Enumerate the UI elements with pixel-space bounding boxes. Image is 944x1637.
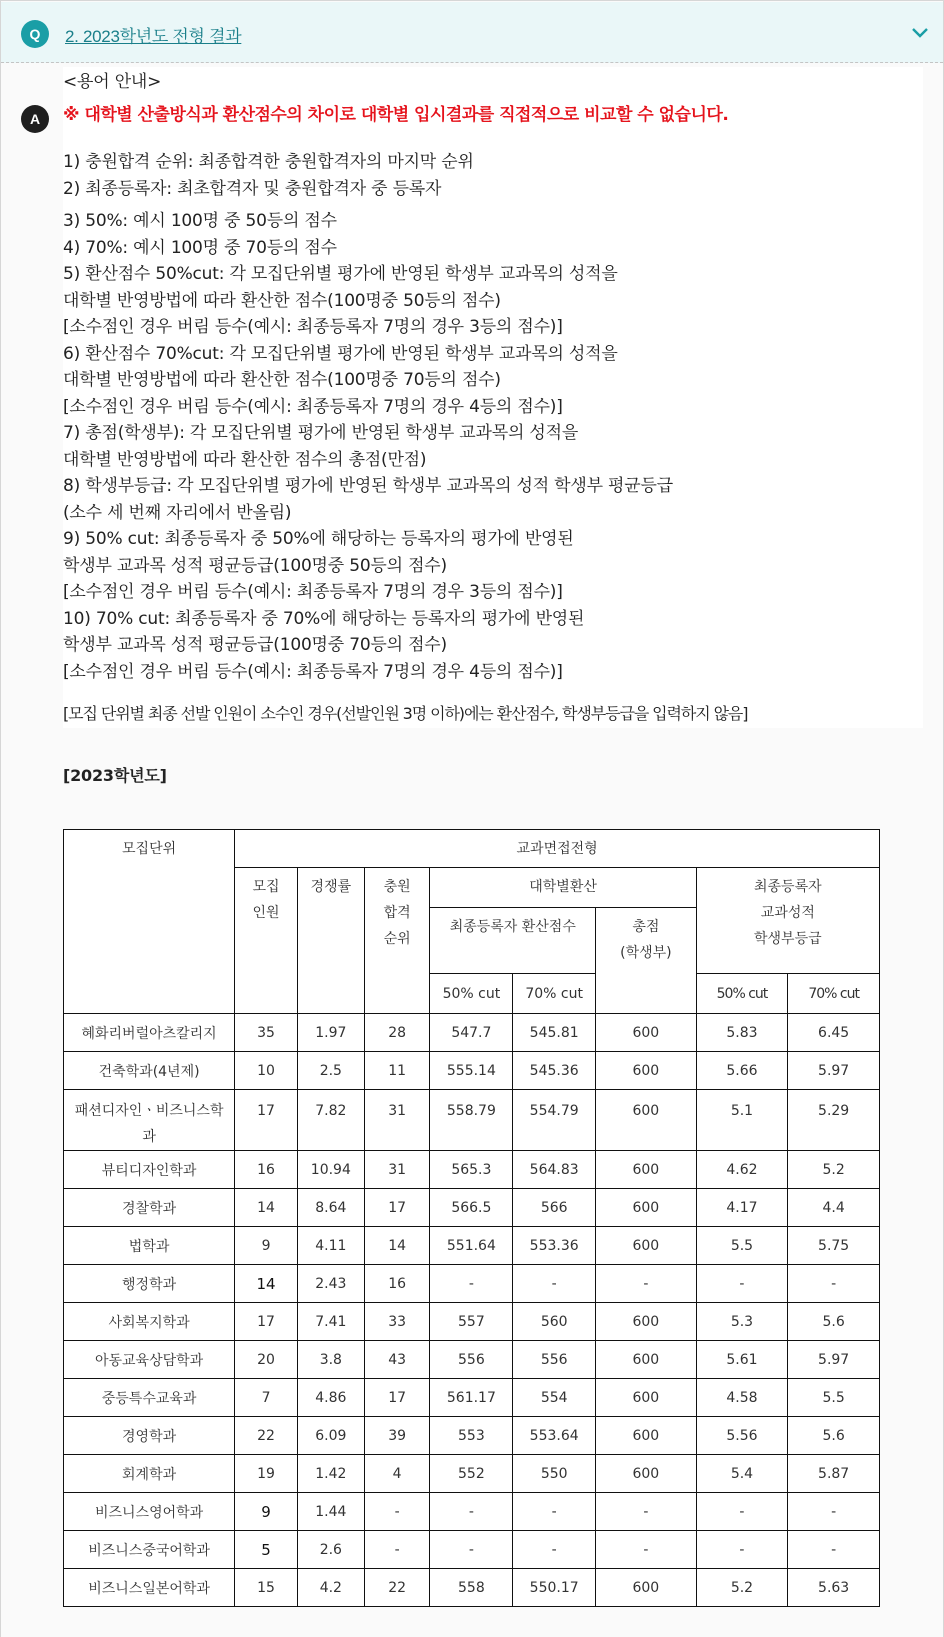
cell-total: 600 [596, 1151, 697, 1189]
table-row [64, 1265, 880, 1303]
header-waitlist-rank: 충원 합격 순위 [364, 868, 430, 1014]
cell-g70: 5.87 [788, 1455, 880, 1493]
cell-g70: 6.45 [788, 1014, 880, 1052]
cell-g50: 4.58 [696, 1379, 788, 1417]
table-row [64, 1303, 880, 1341]
cell-c50: 566.5 [430, 1189, 513, 1227]
table-row [64, 1531, 880, 1569]
table-row [64, 1417, 880, 1455]
term-line: 3) 50%: 예시 100명 중 50등의 점수 [63, 208, 923, 235]
term-line: 대학별 반영방법에 따라 환산한 점수(100명중 50등의 점수) [63, 288, 923, 315]
cell-quota: 5 [235, 1531, 298, 1569]
faq-question-toggle[interactable] [1, 2, 943, 63]
term-line: 대학별 반영방법에 따라 환산한 점수(100명중 70등의 점수) [63, 367, 923, 394]
cell-g70: 5.97 [788, 1052, 880, 1090]
cell-c70: 564.83 [513, 1151, 596, 1189]
cell-c50: - [430, 1493, 513, 1531]
cell-c50: 547.7 [430, 1014, 513, 1052]
cell-wait: 4 [364, 1455, 430, 1493]
cell-g70: 5.97 [788, 1341, 880, 1379]
cell-g70: 5.75 [788, 1227, 880, 1265]
cell-unit: 패션디자인ㆍ비즈니스학과 [64, 1090, 235, 1151]
term-line: [소수점인 경우 버림 등수(예시: 최종등록자 7명의 경우 3등의 점수)] [63, 579, 923, 606]
table-row [64, 1090, 880, 1151]
cell-quota: 16 [235, 1151, 298, 1189]
question-badge: Q [21, 20, 49, 48]
cell-c70: 553.36 [513, 1227, 596, 1265]
cell-quota: 17 [235, 1090, 298, 1151]
cell-unit: 경영학과 [64, 1417, 235, 1455]
cell-c70: 556 [513, 1341, 596, 1379]
cell-g70: 4.4 [788, 1189, 880, 1227]
table-row [64, 1052, 880, 1090]
cell-g70: 5.6 [788, 1303, 880, 1341]
cell-c50: 551.64 [430, 1227, 513, 1265]
cell-unit: 건축학과(4년제) [64, 1052, 235, 1090]
cell-total: 600 [596, 1303, 697, 1341]
cell-g50: - [696, 1531, 788, 1569]
cell-quota: 22 [235, 1417, 298, 1455]
term-line: [소수점인 경우 버림 등수(예시: 최종등록자 7명의 경우 4등의 점수)] [63, 659, 923, 686]
cell-unit: 혜화리버럴아츠칼리지 [64, 1014, 235, 1052]
cell-g50: 5.2 [696, 1569, 788, 1607]
cell-unit: 법학과 [64, 1227, 235, 1265]
cell-c50: 565.3 [430, 1151, 513, 1189]
cell-g50: 5.83 [696, 1014, 788, 1052]
term-line: (소수 세 번째 자리에서 반올림) [63, 500, 923, 527]
cell-c70: 550 [513, 1455, 596, 1493]
term-line: 10) 70% cut: 최종등록자 중 70%에 해당하는 등록자의 평가에 반영된 [63, 606, 923, 633]
cell-quota: 15 [235, 1569, 298, 1607]
cell-c70: 553.64 [513, 1417, 596, 1455]
warning-text: ※ 대학별 산출방식과 환산점수의 차이로 대학별 입시결과를 직접적으로 비교할 수 없습니다. [63, 97, 923, 133]
cell-g50: 5.56 [696, 1417, 788, 1455]
cell-comp: 1.44 [297, 1493, 364, 1531]
cell-g50: 4.62 [696, 1151, 788, 1189]
cell-quota: 10 [235, 1052, 298, 1090]
cell-wait: 28 [364, 1014, 430, 1052]
cell-quota: 9 [235, 1493, 298, 1531]
cell-unit: 비즈니스일본어학과 [64, 1569, 235, 1607]
cell-c70: - [513, 1493, 596, 1531]
term-line: 대학별 반영방법에 따라 환산한 점수의 총점(만점) [63, 447, 923, 474]
header-final-conv-score: 최종등록자 환산점수 [430, 908, 596, 974]
cell-unit: 회계학과 [64, 1455, 235, 1493]
input-note: [모집 단위별 최종 선발 인원이 소수인 경우(선발인원 3명 이하)에는 환산점수, 학생부등급을 입력하지 않음] [63, 701, 923, 728]
cell-unit: 사회복지학과 [64, 1303, 235, 1341]
term-line: 학생부 교과목 성적 평균등급(100명중 50등의 점수) [63, 553, 923, 580]
answer-badge: A [21, 105, 49, 133]
cell-comp: 10.94 [297, 1151, 364, 1189]
cell-unit: 아동교육상담학과 [64, 1341, 235, 1379]
cell-g70: 5.5 [788, 1379, 880, 1417]
cell-wait: 11 [364, 1052, 430, 1090]
chevron-down-icon[interactable] [911, 26, 929, 40]
cell-total: 600 [596, 1189, 697, 1227]
term-line: 7) 총점(학생부): 각 모집단위별 평가에 반영된 학생부 교과목의 성적을 [63, 420, 923, 447]
cell-unit: 중등특수교육과 [64, 1379, 235, 1417]
cell-c50: 555.14 [430, 1052, 513, 1090]
cell-unit: 비즈니스중국어학과 [64, 1531, 235, 1569]
header-grade-cut50: 50% cut [696, 974, 788, 1014]
cell-c50: 552 [430, 1455, 513, 1493]
cell-comp: 8.64 [297, 1189, 364, 1227]
cell-unit: 행정학과 [64, 1265, 235, 1303]
term-line: 4) 70%: 예시 100명 중 70등의 점수 [63, 235, 923, 262]
cell-total: 600 [596, 1379, 697, 1417]
cell-g50: - [696, 1493, 788, 1531]
cell-c70: 545.36 [513, 1052, 596, 1090]
cell-wait: 31 [364, 1090, 430, 1151]
cell-wait: 22 [364, 1569, 430, 1607]
cell-c70: 566 [513, 1189, 596, 1227]
table-row [64, 1227, 880, 1265]
cell-g70: - [788, 1531, 880, 1569]
cell-g50: 5.61 [696, 1341, 788, 1379]
term-line: 2) 최종등록자: 최초합격자 및 충원합격자 중 등록자 [63, 176, 923, 203]
term-line: 학생부 교과목 성적 평균등급(100명중 70등의 점수) [63, 632, 923, 659]
cell-g50: 5.5 [696, 1227, 788, 1265]
cell-total: 600 [596, 1341, 697, 1379]
cell-g70: 5.2 [788, 1151, 880, 1189]
header-unit: 모집단위 [64, 830, 235, 1014]
term-line: 6) 환산점수 70%cut: 각 모집단위별 평가에 반영된 학생부 교과목의 성적을 [63, 341, 923, 368]
cell-total: 600 [596, 1417, 697, 1455]
header-cut50: 50% cut [430, 974, 513, 1014]
term-line: [소수점인 경우 버림 등수(예시: 최종등록자 7명의 경우 3등의 점수)] [63, 314, 923, 341]
year-heading: [2023학년도] [63, 765, 167, 785]
cell-g50: 5.1 [696, 1090, 788, 1151]
cell-c50: - [430, 1265, 513, 1303]
term-line: 8) 학생부등급: 각 모집단위별 평가에 반영된 학생부 교과목의 성적 학생부 평균등급 [63, 473, 923, 500]
cell-g50: 5.66 [696, 1052, 788, 1090]
cell-unit: 비즈니스영어학과 [64, 1493, 235, 1531]
cell-wait: 43 [364, 1341, 430, 1379]
cell-g50: 5.3 [696, 1303, 788, 1341]
cell-g50: - [696, 1265, 788, 1303]
header-cut70: 70% cut [513, 974, 596, 1014]
cell-unit: 경찰학과 [64, 1189, 235, 1227]
cell-g50: 4.17 [696, 1189, 788, 1227]
header-type: 교과면접전형 [235, 830, 880, 868]
cell-c50: 556 [430, 1341, 513, 1379]
table-row [64, 1151, 880, 1189]
answer-body [63, 67, 923, 788]
cell-c70: 554 [513, 1379, 596, 1417]
cell-c50: 561.17 [430, 1379, 513, 1417]
cell-total: 600 [596, 1455, 697, 1493]
cell-comp: 7.41 [297, 1303, 364, 1341]
question-title-link[interactable]: 2. 2023학년도 전형 결과 [65, 27, 242, 46]
cell-c50: 558.79 [430, 1090, 513, 1151]
cell-c70: 550.17 [513, 1569, 596, 1607]
cell-quota: 35 [235, 1014, 298, 1052]
table-row [64, 1189, 880, 1227]
cell-total: 600 [596, 1090, 697, 1151]
admission-results-table [63, 829, 880, 1607]
table-row [64, 1379, 880, 1417]
cell-quota: 7 [235, 1379, 298, 1417]
cell-comp: 4.2 [297, 1569, 364, 1607]
cell-comp: 2.43 [297, 1265, 364, 1303]
cell-wait: - [364, 1531, 430, 1569]
header-competition: 경쟁률 [297, 868, 364, 1014]
cell-c50: 558 [430, 1569, 513, 1607]
header-grade: 최종등록자 교과성적 학생부등급 [696, 868, 879, 974]
cell-comp: 1.42 [297, 1455, 364, 1493]
cell-wait: 39 [364, 1417, 430, 1455]
cell-total: 600 [596, 1052, 697, 1090]
cell-c50: 557 [430, 1303, 513, 1341]
cell-g70: 5.63 [788, 1569, 880, 1607]
cell-comp: 6.09 [297, 1417, 364, 1455]
cell-comp: 2.6 [297, 1531, 364, 1569]
cell-comp: 4.11 [297, 1227, 364, 1265]
cell-unit: 뷰티디자인학과 [64, 1151, 235, 1189]
cell-total: - [596, 1493, 697, 1531]
cell-quota: 20 [235, 1341, 298, 1379]
cell-g70: 5.29 [788, 1090, 880, 1151]
cell-quota: 14 [235, 1265, 298, 1303]
table-row [64, 1569, 880, 1607]
cell-c70: - [513, 1265, 596, 1303]
table-row [64, 1014, 880, 1052]
cell-wait: 17 [364, 1379, 430, 1417]
cell-wait: 31 [364, 1151, 430, 1189]
term-line: 5) 환산점수 50%cut: 각 모집단위별 평가에 반영된 학생부 교과목의 성적을 [63, 261, 923, 288]
cell-wait: 16 [364, 1265, 430, 1303]
cell-comp: 3.8 [297, 1341, 364, 1379]
cell-g70: - [788, 1493, 880, 1531]
cell-total: 600 [596, 1014, 697, 1052]
term-line: 1) 충원합격 순위: 최종합격한 충원합격자의 마지막 순위 [63, 149, 923, 176]
cell-c50: - [430, 1531, 513, 1569]
cell-total: - [596, 1265, 697, 1303]
cell-c70: 554.79 [513, 1090, 596, 1151]
header-univ-conversion: 대학별환산 [430, 868, 696, 908]
cell-comp: 2.5 [297, 1052, 364, 1090]
header-total: 총점 (학생부) [596, 908, 697, 1014]
cell-comp: 4.86 [297, 1379, 364, 1417]
cell-g50: 5.4 [696, 1455, 788, 1493]
cell-comp: 7.82 [297, 1090, 364, 1151]
header-grade-cut70: 70% cut [788, 974, 880, 1014]
guide-title: <용어 안내> [63, 67, 923, 97]
table-row [64, 1455, 880, 1493]
cell-quota: 14 [235, 1189, 298, 1227]
table-row [64, 1493, 880, 1531]
table-row [64, 1341, 880, 1379]
cell-total: 600 [596, 1569, 697, 1607]
cell-wait: - [364, 1493, 430, 1531]
cell-g70: 5.6 [788, 1417, 880, 1455]
cell-wait: 14 [364, 1227, 430, 1265]
cell-total: - [596, 1531, 697, 1569]
cell-quota: 17 [235, 1303, 298, 1341]
header-quota: 모집 인원 [235, 868, 298, 1014]
cell-quota: 9 [235, 1227, 298, 1265]
cell-quota: 19 [235, 1455, 298, 1493]
term-line: 9) 50% cut: 최종등록자 중 50%에 해당하는 등록자의 평가에 반영된 [63, 526, 923, 553]
cell-c70: - [513, 1531, 596, 1569]
cell-wait: 17 [364, 1189, 430, 1227]
cell-c70: 545.81 [513, 1014, 596, 1052]
cell-wait: 33 [364, 1303, 430, 1341]
cell-g70: - [788, 1265, 880, 1303]
cell-c50: 553 [430, 1417, 513, 1455]
cell-comp: 1.97 [297, 1014, 364, 1052]
term-line: [소수점인 경우 버림 등수(예시: 최종등록자 7명의 경우 4등의 점수)] [63, 394, 923, 421]
cell-c70: 560 [513, 1303, 596, 1341]
cell-total: 600 [596, 1227, 697, 1265]
